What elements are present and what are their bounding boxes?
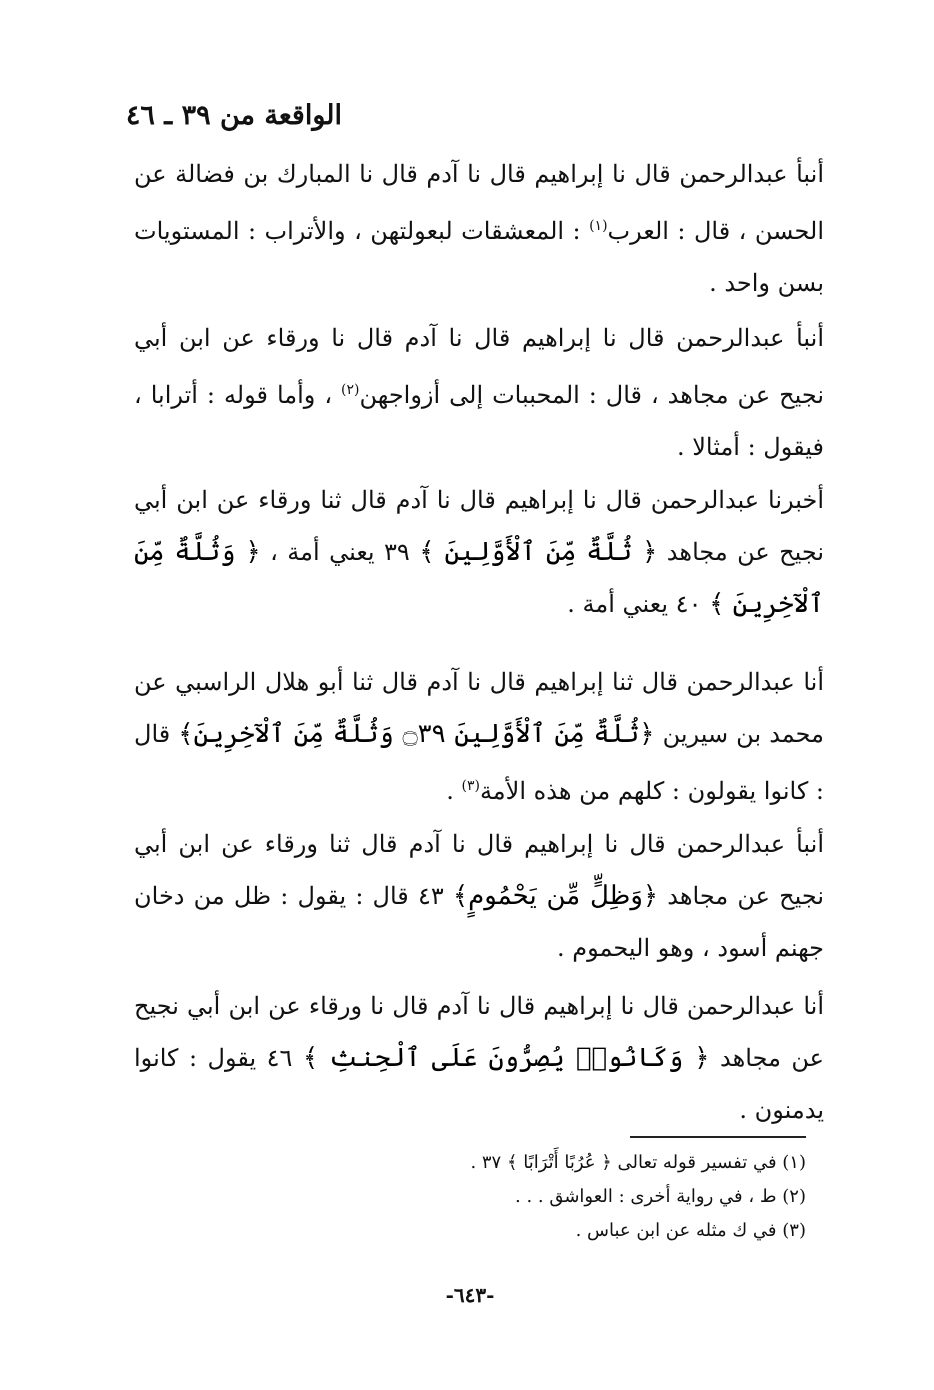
footnote-1: (١) في تفسير قوله تعالى ﴿ عُرُبًا أَتْرَابًا ﴾ ٣٧ .: [470, 1152, 806, 1173]
paragraph-3-text-c: ٤٠ يعني أمة .: [567, 590, 710, 618]
paragraph-4-text-b: قال : كانوا يقولون : كلهم من هذه الأمة: [134, 720, 824, 805]
footnote-divider: [630, 1136, 806, 1138]
paragraph-1-text-a: أنبأ عبدالرحمن قال نا إبراهيم قال نا آدم قال نا المبارك بن فضالة عن الحسن ، قال : العرب: [134, 160, 824, 245]
paragraph-3-text-a: أخبرنا عبدالرحمن قال نا إبراهيم قال نا آدم قال ثنا ورقاء عن ابن أبي نجيح عن مجاهد: [134, 486, 825, 566]
quran-verse-40: ﴿ وَثُلَّةٌ مِّنَ ٱلْآخِرِينَ ﴾: [134, 537, 824, 619]
quran-verse-46: ﴿ وَكَانُوا۟ يُصِرُّونَ عَلَى ٱلْحِنثِ ﴾: [302, 1043, 710, 1073]
quran-verses-39-40: ﴿ثُلَّةٌ مِّنَ ٱلْأَوَّلِينَ ۝٣٩ وَثُلَّةٌ مِّنَ ٱلْآخِرِينَ﴾: [178, 719, 655, 749]
paragraph-2-text-b: ، وأما قوله : أترابا ، فيقول : أمثالا .: [134, 381, 824, 461]
paragraph-2-text-a: أنبأ عبدالرحمن قال نا إبراهيم قال نا آدم قال نا ورقاء عن ابن أبي نجيح عن مجاهد ، قال : المحببات إلى أزواجهن: [134, 324, 825, 409]
footnote-ref-2: (٢): [341, 382, 360, 398]
paragraph-3-text-b: ٣٩ يعني أمة ،: [260, 538, 420, 566]
paragraph-6-text-b: ٤٦ يقول : كانوا يدمنون .: [134, 1044, 824, 1124]
paragraph-1-text-b: : المعشقات لبعولتهن ، والأتراب : المستويات بسن واحد .: [134, 217, 824, 297]
quran-verse-43: ﴿وَظِلٍّ مِّن يَحْمُومٍ﴾: [452, 881, 659, 911]
page-heading: الواقعة من ٣٩ ـ ٤٦: [125, 100, 342, 131]
paragraph-5: [134, 818, 824, 974]
paragraph-5-text-b: ٤٣ قال : يقول : ظل من دخان جهنم أسود ، وهو اليحموم .: [134, 882, 824, 962]
quran-verse-39: ﴿ ثُلَّةٌ مِّنَ ٱلْأَوَّلِينَ ﴾: [419, 537, 658, 567]
footnote-2: (٢) ط ، في رواية أخرى : العواشق . . .: [515, 1186, 806, 1207]
footnotes: [386, 1146, 806, 1248]
paragraph-4-text-a: أنا عبدالرحمن قال ثنا إبراهيم قال نا آدم قال ثنا أبو هلال الراسبي عن محمد بن سيرين: [134, 668, 825, 748]
footnote-ref-1: (١): [589, 218, 608, 234]
footnote-ref-3: (٣): [461, 778, 480, 794]
paragraph-6: [134, 980, 824, 1136]
footnote-3: (٣) في ك مثله عن ابن عباس .: [575, 1220, 806, 1241]
paragraph-4: [134, 656, 824, 817]
paragraph-3: [134, 474, 824, 630]
paragraph-5-text-a: أنبأ عبدالرحمن قال نا إبراهيم قال نا آدم قال ثنا ورقاء عن ابن أبي نجيح عن مجاهد: [134, 830, 824, 910]
paragraph-2: [134, 312, 824, 473]
page-number: -٦٤٣-: [445, 1283, 495, 1307]
paragraph-1: [134, 148, 824, 309]
paragraph-6-text-a: أنا عبدالرحمن قال نا إبراهيم قال نا آدم قال نا ورقاء عن ابن أبي نجيح عن مجاهد: [134, 992, 824, 1072]
paragraph-4-text-c: .: [446, 777, 462, 805]
